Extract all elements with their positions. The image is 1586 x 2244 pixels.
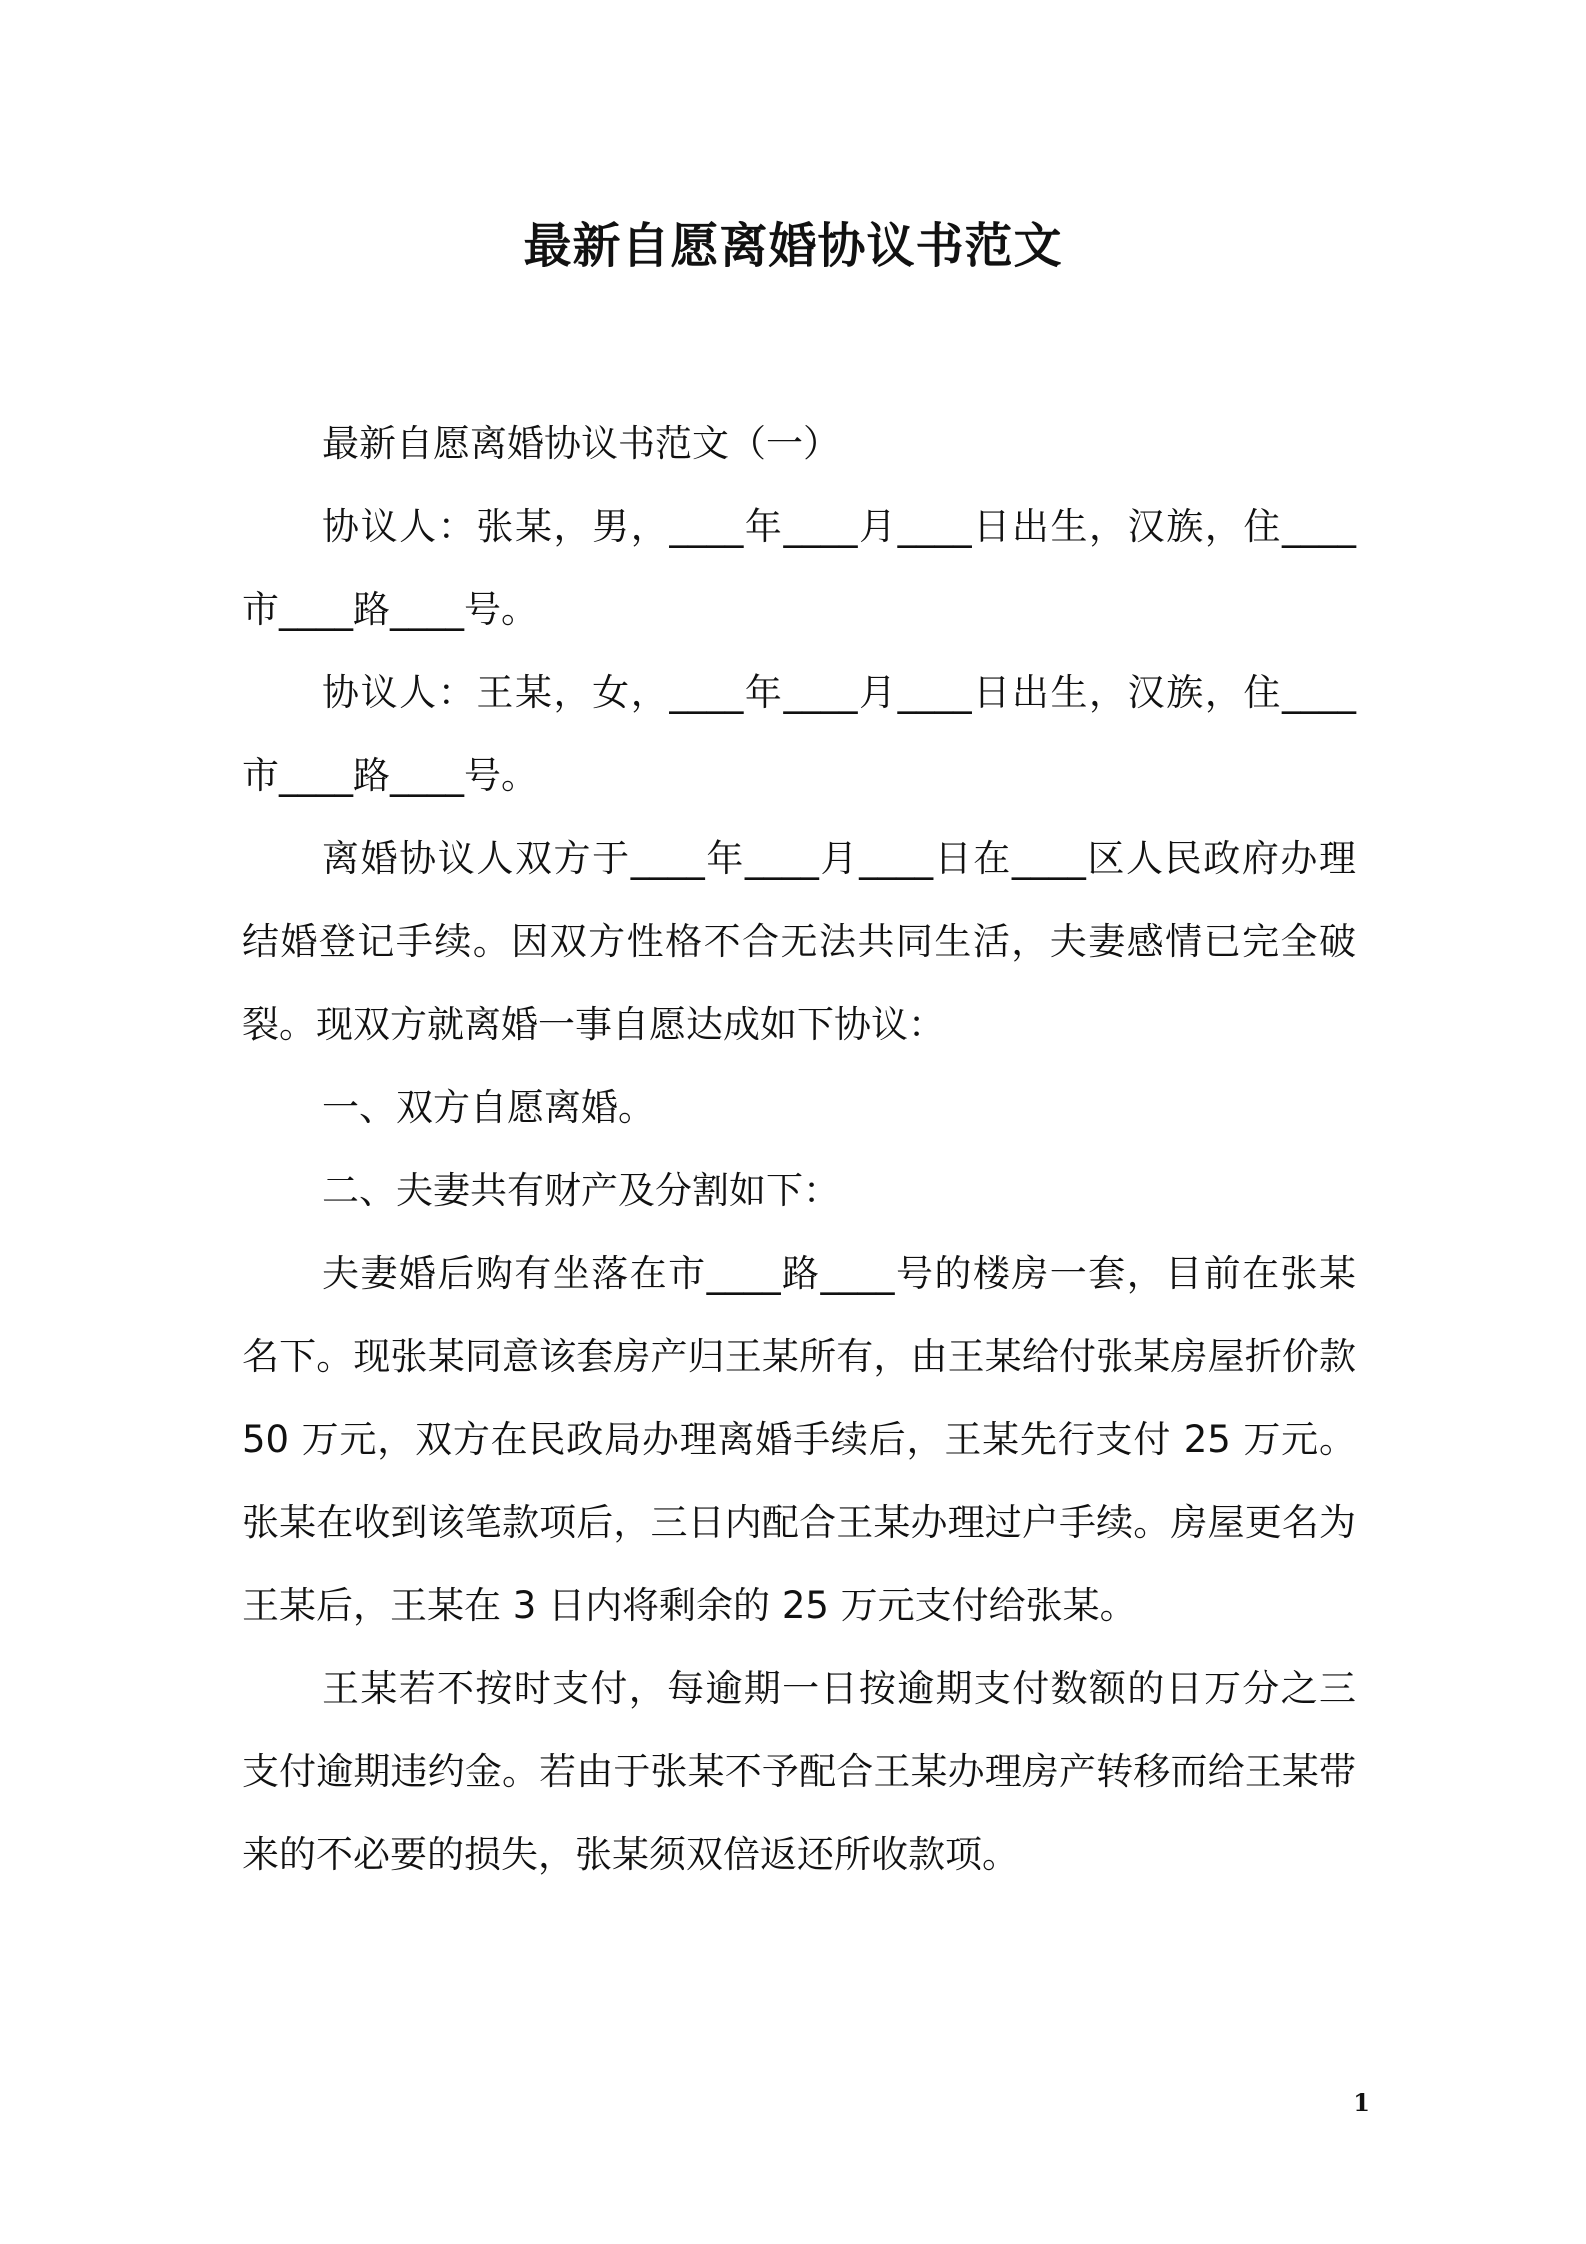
clause-two-heading: 二、夫妻共有财产及分割如下：	[322, 1169, 840, 1212]
clause-one-paragraph: 一、双方自愿离婚。	[322, 1086, 655, 1129]
property-division-paragraph: 夫妻婚后购有坐落在市____路____号的楼房一套，目前在张某名下。现张某同意该套房产归王某所有，由王某给付张某房屋折价款 50 万元，双方在民政局办理离婚手续后，王某先行支付 25 万元。张某在收到该笔款项后，三日内配合王某办理过户手续。房屋更名为王某后，王某在 3 日内将剩余的 25 万元支付给张某。	[242, 1252, 1356, 1627]
page-number: 1	[1353, 2088, 1370, 2117]
late-payment-paragraph: 王某若不按时支付，每逾期一日按逾期支付数额的日万分之三支付逾期违约金。若由于张某不予配合王某办理房产转移而给王某带来的不必要的损失，张某须双倍返还所收款项。	[242, 1667, 1356, 1876]
party-one-paragraph: 协议人：张某，男，____年____月____日出生，汉族，住____市____路____号。	[242, 505, 1356, 631]
marriage-registration-paragraph: 离婚协议人双方于____年____月____日在____区人民政府办理结婚登记手续。因双方性格不合无法共同生活，夫妻感情已完全破裂。现双方就离婚一事自愿达成如下协议：	[242, 837, 1356, 1046]
section-heading: 最新自愿离婚协议书范文（一）	[322, 422, 840, 465]
document-body	[242, 402, 1356, 1896]
party-two-paragraph: 协议人：王某，女，____年____月____日出生，汉族，住____市____路____号。	[242, 671, 1356, 797]
document-title: 最新自愿离婚协议书范文	[523, 218, 1063, 274]
